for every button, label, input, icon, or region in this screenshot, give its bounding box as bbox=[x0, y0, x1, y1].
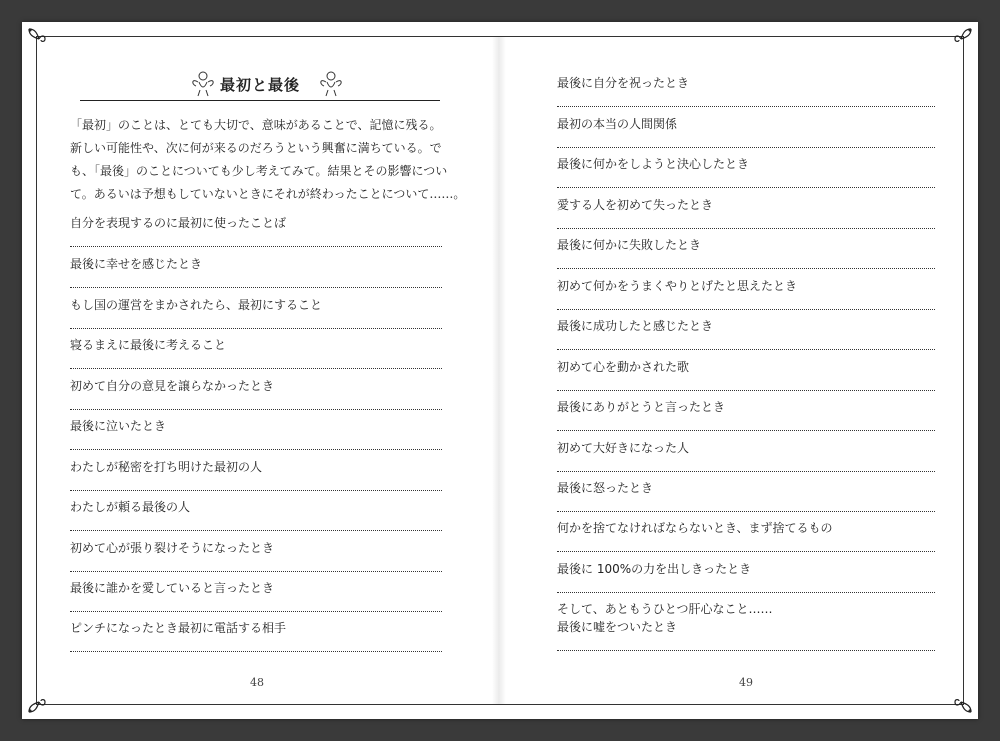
prompt-text: 自分を表現するのに最初に使ったことば bbox=[70, 216, 287, 230]
answer-line[interactable] bbox=[557, 430, 935, 431]
prompt-item bbox=[557, 236, 935, 276]
prompt-text: 寝るまえに最後に考えること bbox=[70, 338, 227, 352]
intro-line: て。あるいは予想もしていないときにそれが終わったことについて……。 bbox=[70, 187, 466, 201]
intro-line: 新しい可能性や、次に何が来るのだろうという興奮に満ちている。で bbox=[70, 141, 442, 155]
flourish-icon bbox=[25, 25, 53, 53]
prompt-text: 初めて心が張り裂けそうになったとき bbox=[70, 541, 275, 555]
page-title: 最初と最後 bbox=[219, 76, 300, 94]
prompt-item bbox=[70, 579, 442, 619]
prompt-text: 初めて何かをうまくやりとげたと思えたとき bbox=[557, 279, 798, 293]
prompt-item bbox=[70, 255, 442, 295]
answer-line[interactable] bbox=[557, 390, 935, 391]
prompt-text: 最後に誰かを愛していると言ったとき bbox=[70, 581, 275, 595]
prompt-item bbox=[557, 115, 935, 155]
answer-line[interactable] bbox=[557, 349, 935, 350]
prompt-text: わたしが頼る最後の人 bbox=[70, 500, 191, 514]
answer-line[interactable] bbox=[70, 287, 442, 288]
prompt-item bbox=[557, 277, 935, 317]
prompt-text: 最後に怒ったとき bbox=[557, 481, 654, 495]
prompt-text: ピンチになったとき最初に電話する相手 bbox=[70, 621, 287, 635]
prompt-text: 最後に幸せを感じたとき bbox=[70, 257, 203, 271]
answer-line[interactable] bbox=[70, 571, 442, 572]
title-rule bbox=[80, 100, 440, 101]
answer-line[interactable] bbox=[557, 650, 935, 651]
section-header bbox=[80, 70, 440, 110]
prompt-text: 初めて大好きになった人 bbox=[557, 441, 690, 455]
prompt-item bbox=[70, 417, 442, 457]
prompt-item bbox=[557, 74, 935, 114]
prompt-text: 最後に何かをしようと決心したとき bbox=[557, 157, 750, 171]
prompt-text: 最後にありがとうと言ったとき bbox=[557, 400, 726, 414]
answer-line[interactable] bbox=[557, 592, 935, 593]
page-number-left: 48 bbox=[250, 676, 264, 689]
answer-line[interactable] bbox=[557, 228, 935, 229]
prompt-item bbox=[557, 155, 935, 195]
prompt-text: 最後に嘘をついたとき bbox=[557, 620, 678, 634]
prompt-item-final bbox=[557, 600, 935, 656]
prompt-text: 初めて自分の意見を譲らなかったとき bbox=[70, 379, 275, 393]
flourish-icon bbox=[947, 25, 975, 53]
prompt-item bbox=[557, 317, 935, 357]
prompt-item bbox=[70, 214, 442, 254]
book-spread bbox=[22, 22, 978, 719]
prompt-item bbox=[557, 560, 935, 600]
prompt-item bbox=[70, 296, 442, 336]
answer-line[interactable] bbox=[557, 309, 935, 310]
prompt-item bbox=[557, 398, 935, 438]
prompt-item bbox=[557, 196, 935, 236]
prompt-text: 愛する人を初めて失ったとき bbox=[557, 198, 714, 212]
answer-line[interactable] bbox=[70, 490, 442, 491]
answer-line[interactable] bbox=[557, 147, 935, 148]
prompt-item bbox=[70, 336, 442, 376]
answer-line[interactable] bbox=[557, 268, 935, 269]
answer-line[interactable] bbox=[70, 409, 442, 410]
flourish-icon bbox=[947, 688, 975, 716]
prompt-item bbox=[557, 358, 935, 398]
page-number-right: 49 bbox=[739, 676, 753, 689]
prompt-text: もし国の運営をまかされたら、最初にすること bbox=[70, 298, 323, 312]
prompt-item bbox=[70, 377, 442, 417]
prompt-item bbox=[70, 498, 442, 538]
prompt-item bbox=[557, 519, 935, 559]
prompt-text: 何かを捨てなければならないとき、まず捨てるもの bbox=[557, 521, 833, 535]
answer-line[interactable] bbox=[557, 511, 935, 512]
prompt-item bbox=[557, 479, 935, 519]
answer-line[interactable] bbox=[70, 530, 442, 531]
answer-line[interactable] bbox=[70, 449, 442, 450]
intro-paragraph bbox=[70, 114, 466, 206]
prompt-text: わたしが秘密を打ち明けた最初の人 bbox=[70, 460, 263, 474]
answer-line[interactable] bbox=[70, 651, 442, 652]
prompt-item bbox=[70, 458, 442, 498]
answer-line[interactable] bbox=[70, 611, 442, 612]
answer-line[interactable] bbox=[557, 471, 935, 472]
answer-line[interactable] bbox=[70, 246, 442, 247]
prompt-text: 最初の本当の人間関係 bbox=[557, 117, 678, 131]
prompt-text: 最後に自分を祝ったとき bbox=[557, 76, 690, 90]
intro-line: 「最初」のことは、とても大切で、意味があることで、記憶に残る。 bbox=[70, 118, 442, 132]
answer-line[interactable] bbox=[557, 551, 935, 552]
prompt-item bbox=[70, 539, 442, 579]
prompt-text: 最後に泣いたとき bbox=[70, 419, 167, 433]
prompt-text: 初めて心を動かされた歌 bbox=[557, 360, 690, 374]
flourish-icon bbox=[25, 688, 53, 716]
prompt-text-lead: そして、あともうひとつ肝心なこと…… bbox=[557, 602, 773, 616]
answer-line[interactable] bbox=[70, 368, 442, 369]
prompt-text: 最後に 100%の力を出しきったとき bbox=[557, 562, 752, 576]
answer-line[interactable] bbox=[557, 187, 935, 188]
prompt-text: 最後に何かに失敗したとき bbox=[557, 238, 702, 252]
prompt-item bbox=[70, 619, 442, 659]
prompt-item bbox=[557, 439, 935, 479]
answer-line[interactable] bbox=[70, 328, 442, 329]
book-gutter bbox=[492, 37, 506, 704]
cherub-icon bbox=[318, 70, 344, 98]
prompt-text: 最後に成功したと感じたとき bbox=[557, 319, 714, 333]
answer-line[interactable] bbox=[557, 106, 935, 107]
intro-line: も、「最後」のことについても少し考えてみて。結果とその影響につい bbox=[70, 164, 448, 178]
